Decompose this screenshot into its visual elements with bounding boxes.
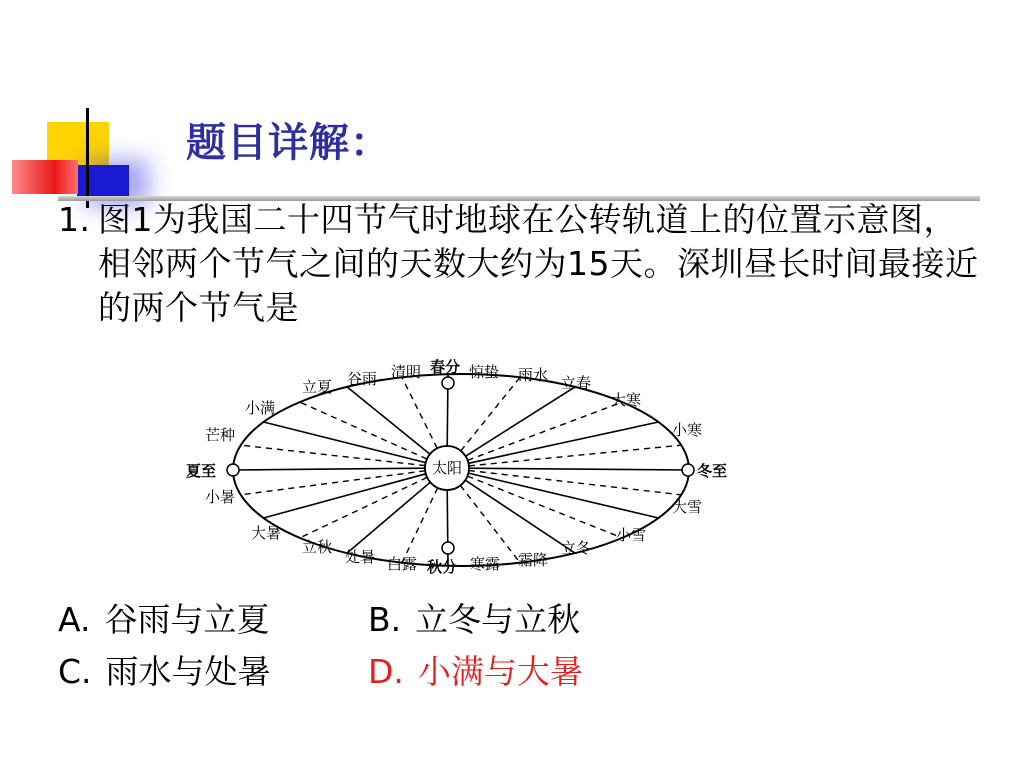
orbit-spoke-dashed bbox=[300, 477, 427, 538]
option-b[interactable] bbox=[368, 598, 580, 642]
orbit-spoke-dashed bbox=[300, 402, 427, 459]
orbit-spoke-solid bbox=[233, 468, 425, 470]
question-number: 1. bbox=[58, 200, 91, 239]
term-label-chushu: 处暑 bbox=[345, 548, 376, 566]
term-label-qiufen: 秋分 bbox=[427, 558, 458, 576]
term-label-lixia: 立夏 bbox=[302, 378, 333, 396]
term-label-xiaoxue: 小雪 bbox=[616, 526, 647, 544]
orbit-spoke-dashed bbox=[467, 476, 622, 538]
term-label-dashu: 大暑 bbox=[251, 524, 282, 542]
term-label-shuangjiang: 霜降 bbox=[518, 551, 549, 569]
options-row-2 bbox=[58, 650, 583, 694]
option-d-letter: D. bbox=[368, 652, 404, 691]
earth-marker-xiazhi bbox=[227, 464, 239, 476]
option-a-text: 谷雨与立夏 bbox=[104, 600, 270, 639]
options-row-1 bbox=[58, 598, 580, 642]
option-c[interactable] bbox=[58, 650, 368, 694]
term-label-hanlu: 寒露 bbox=[470, 555, 501, 573]
term-label-liqiu: 立秋 bbox=[302, 538, 333, 556]
orbit-spoke-solid bbox=[347, 387, 430, 454]
orbit-spoke-solid bbox=[469, 422, 659, 463]
orbit-spoke-dashed bbox=[241, 471, 425, 495]
term-label-chunfen: 春分 bbox=[430, 358, 461, 376]
option-c-letter: C. bbox=[58, 652, 92, 691]
option-a-letter: A. bbox=[58, 600, 91, 639]
term-label-daxue: 大雪 bbox=[672, 498, 703, 516]
earth-marker-dongzhi bbox=[682, 464, 694, 476]
orbit-spoke-solid bbox=[469, 468, 689, 470]
option-b-text: 立冬与立秋 bbox=[415, 600, 581, 639]
term-label-mangzhong: 芒种 bbox=[205, 426, 236, 444]
earth-marker-chunfen bbox=[442, 377, 454, 389]
earth-marker-qiufen bbox=[442, 542, 454, 554]
term-label-dongzhi: 冬至 bbox=[697, 462, 728, 480]
option-d-text: 小满与大暑 bbox=[417, 652, 583, 691]
term-label-qingming: 清明 bbox=[391, 363, 422, 381]
orbit-spoke-solid bbox=[466, 387, 575, 456]
term-label-guyu: 谷雨 bbox=[347, 370, 378, 388]
orbit-spoke-dashed bbox=[402, 377, 437, 448]
term-label-lichun: 立春 bbox=[561, 374, 592, 392]
option-b-letter: B. bbox=[368, 600, 402, 639]
question-text: 图1为我国二十四节气时地球在公转轨道上的位置示意图，相邻两个节气之间的天数大约为15天。深圳昼长时间最接近的两个节气是 bbox=[98, 200, 979, 327]
orbit-spoke-solid bbox=[465, 480, 575, 553]
option-a[interactable] bbox=[58, 598, 368, 642]
slide-title: 题目详解： bbox=[186, 120, 391, 166]
term-label-lidong: 立冬 bbox=[561, 539, 592, 557]
orbit-spoke-solid bbox=[264, 474, 426, 518]
orbit-spoke-dashed bbox=[402, 488, 438, 563]
orbit-spoke-dashed bbox=[468, 402, 623, 460]
sun-label: 太阳 bbox=[431, 459, 463, 477]
term-label-bailu: 白露 bbox=[387, 555, 418, 573]
option-c-text: 雨水与处暑 bbox=[105, 652, 271, 691]
term-label-xiaoshu: 小暑 bbox=[205, 488, 236, 506]
term-label-xiaoman: 小满 bbox=[245, 399, 276, 417]
term-label-yushui: 雨水 bbox=[518, 366, 549, 384]
term-label-jingzhe: 惊蛰 bbox=[469, 363, 500, 381]
orbit-spoke-solid bbox=[347, 482, 430, 553]
orbit-spoke-solid bbox=[468, 473, 658, 518]
orbit-spoke-dashed bbox=[469, 471, 681, 495]
option-d-correct[interactable] bbox=[368, 650, 583, 694]
term-label-xiazhi: 夏至 bbox=[186, 462, 217, 480]
term-label-dahan: 大寒 bbox=[611, 391, 642, 409]
term-label-xiaohan: 小寒 bbox=[672, 421, 703, 439]
